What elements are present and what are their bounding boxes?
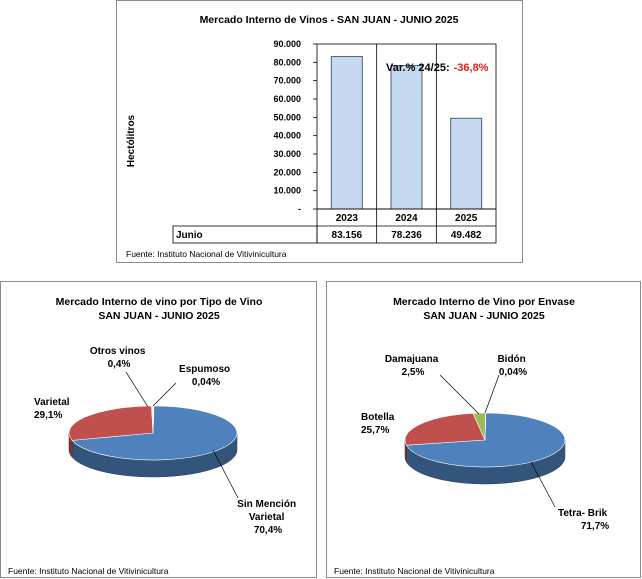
variation-prefix: Var.% 24/25: (386, 62, 450, 74)
pie1-slices (69, 406, 237, 477)
pie1-label-espumoso (179, 364, 233, 388)
pie-chart-container-panel (326, 281, 641, 578)
y-tick-label: 20.000 (273, 167, 301, 178)
pie2-label-tetra-l1: Tetra- Brik (557, 508, 608, 519)
bar-chart-title: Mercado Interno de Vinos - SAN JUAN - JUNIO 2025 (199, 14, 459, 26)
bar-marks (331, 57, 481, 209)
bar-2023 (331, 57, 362, 209)
y-axis-label: Hectólitros (126, 114, 137, 168)
pie2-pct-botella: 25,7% (361, 425, 390, 436)
pie2-source: Fuente: Instituto Nacional de Vitivinicultura (334, 566, 495, 576)
pie1-pct-otros: 0,4% (107, 359, 131, 370)
pie2-pct-tetra: 71,7% (580, 521, 610, 532)
pie2-pct-damajuana: 2,5% (401, 367, 425, 378)
bar-chart (117, 1, 524, 264)
y-tick-label: 70.000 (273, 75, 301, 86)
pie2-label-damajuana (385, 354, 441, 378)
pie-chart-container (327, 282, 642, 579)
pie1-label-otros (90, 346, 148, 370)
bar-chart-source: Fuente: Instituto Nacional de Vitivinicultura (126, 249, 287, 259)
bar-chart-panel (116, 0, 523, 263)
y-tick-labels (273, 39, 301, 214)
table-value-cell: 78.236 (391, 230, 422, 241)
bar-2025 (451, 118, 482, 209)
pie1-source: Fuente: Instituto Nacional de Vitivinicultura (8, 566, 169, 576)
pie1-label-sin-mencion-l2: Varietal (248, 512, 285, 523)
table-row-label: Junio (176, 230, 203, 241)
pie1-pct-varietal: 29,1% (34, 410, 63, 421)
y-tick-label: 10.000 (273, 185, 301, 196)
pie1-pct-espumoso: 0,04% (191, 377, 221, 388)
pie2-label-bidon (497, 354, 528, 378)
pie2-leader-damajuana (440, 375, 479, 414)
x-category-label: 2024 (395, 213, 418, 224)
pie1-title-line2: SAN JUAN - JUNIO 2025 (98, 310, 220, 322)
y-tick-label: - (298, 204, 301, 214)
pie2-title-line1: Mercado Interno de Vino por Envase (393, 296, 575, 308)
pie1-label-varietal (34, 397, 72, 421)
pie1-label-espumoso-l1: Espumoso (179, 364, 231, 375)
pie1-pct-sin-mencion: 70,4% (253, 525, 283, 536)
pie1-leader-otros (126, 372, 148, 407)
pie2-label-bidon-l1: Bidón (497, 354, 526, 365)
pie1-label-sin-mencion-l1: Sin Mención (237, 499, 297, 510)
pie1-label-otros-l1: Otros vinos (89, 346, 146, 357)
pie1-label-sin-mencion (237, 499, 299, 536)
bar-2024 (391, 66, 422, 209)
x-category-label: 2025 (455, 213, 478, 224)
pie2-pct-bidon: 0,04% (498, 367, 528, 378)
pie1-title-line1: Mercado Interno de vino por Tipo de Vino (55, 296, 263, 308)
pie2-label-damajuana-l1: Damajuana (384, 354, 439, 365)
y-tick-label: 60.000 (273, 94, 301, 104)
y-tick-label: 90.000 (273, 39, 301, 49)
pie2-title-line2: SAN JUAN - JUNIO 2025 (423, 310, 545, 322)
x-category-label: 2023 (335, 213, 358, 224)
y-tick-label: 40.000 (273, 130, 301, 141)
pie-chart-wine-type-panel (0, 281, 317, 578)
variation-annotation (386, 62, 489, 74)
pie2-slices (405, 413, 565, 484)
y-tick-label: 30.000 (273, 149, 301, 159)
pie1-leader-espumoso (153, 383, 176, 406)
pie2-label-botella-l1: Botella (361, 412, 395, 423)
y-tick-label: 50.000 (273, 112, 301, 123)
pie2-label-botella (361, 412, 397, 436)
pie-slice-1 (405, 413, 485, 445)
variation-value: -36,8% (453, 62, 489, 74)
pie2-label-tetra (558, 508, 610, 532)
y-tick-label: 80.000 (273, 57, 301, 68)
table-value-cell: 83.156 (331, 230, 363, 241)
pie1-label-varietal-l1: Varietal (34, 397, 70, 408)
table-value-cell: 49.482 (450, 230, 482, 241)
pie2-leader-bidon (485, 375, 499, 413)
pie-chart-wine-type (1, 282, 318, 579)
